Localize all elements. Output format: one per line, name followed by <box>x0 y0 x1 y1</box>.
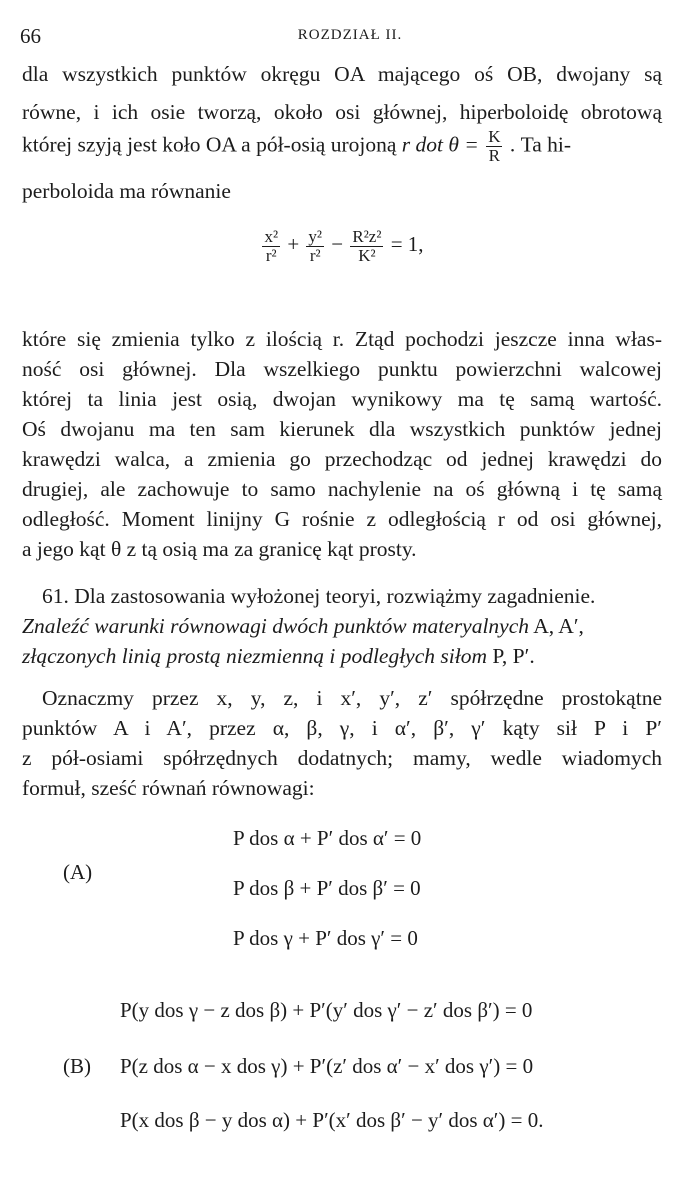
section-61-heading: 61. Dla zastosowania wyłożonej teoryi, rozwiążmy zagadnienie. <box>42 584 596 608</box>
term-1-denominator: r² <box>265 245 277 265</box>
paragraph-2-line-7: odległość. Moment linijny G rośnie z odległością r od osi głównej, <box>22 507 662 531</box>
equation-b2: P(z dos α − x dos γ) + P′(z′ dos α′ − x′ dos γ′) = 0 <box>120 1054 534 1078</box>
equation-a3: P dos γ + P′ dos γ′ = 0 <box>233 926 418 950</box>
term-3-denominator: K² <box>358 245 376 265</box>
problem-points: A, A′, <box>533 614 584 638</box>
equation-b3: P(x dos β − y dos α) + P′(x′ dos β′ − y′ dos α′) = 0. <box>120 1108 544 1132</box>
paragraph-2-line-3: której ta linia jest osią, dwojan wynikowy ma tę samą wartość. <box>22 387 662 411</box>
term-z-squared <box>350 228 383 265</box>
hyperboloid-equation <box>22 228 662 265</box>
plus-sign: + <box>287 232 300 257</box>
equation-group-b-label: (B) <box>63 1054 91 1078</box>
paragraph-1-line-2: równe, i ich osie tworzą, około osi głównej, hiperboloidę obrotową <box>22 100 662 124</box>
problem-italic-1: Znaleźć warunki równowagi dwóch punktów materyalnych <box>22 614 530 638</box>
paragraph-1-line-4: perboloida ma równanie <box>22 179 231 203</box>
fraction-numerator: K <box>488 127 501 146</box>
equation-a2: P dos β + P′ dos β′ = 0 <box>233 876 421 900</box>
term-1-numerator: x² <box>264 227 279 246</box>
paragraph-3-line-4: formuł, sześć równań równowagi: <box>22 776 315 800</box>
paragraph-3-line-2: punktów A i A′, przez α, β, γ, i α′, β′, γ′ kąty sił P i P′ <box>22 716 662 740</box>
equation-rhs: = 1, <box>390 232 424 257</box>
problem-italic-2: złączonych linią prostą niezmienną i podległych siłom <box>22 644 487 668</box>
paragraph-3-line-3: z pół-osiami spółrzędnych dodatnych; mamy, wedle wiadomych <box>22 746 662 770</box>
inline-expression: r dot θ = <box>401 132 479 157</box>
problem-forces: P, P′. <box>492 644 535 668</box>
inline-fraction-k-over-r <box>486 128 502 165</box>
term-3-numerator: R²z² <box>352 227 382 246</box>
page-number: 66 <box>20 24 41 48</box>
term-y-squared <box>306 228 324 265</box>
paragraph-1-line-1: dla wszystkich punktów okręgu OA mającego oś OB, dwojany są <box>22 62 662 86</box>
term-x-squared <box>262 228 280 265</box>
problem-statement-line-2 <box>22 644 662 669</box>
paragraph-2-line-5: krawędzi walca, a zmienia go przechodząc od jednej krawędzi do <box>22 447 662 471</box>
paragraph-1-line-3-end: . Ta hi- <box>509 132 572 157</box>
term-2-denominator: r² <box>309 245 321 265</box>
problem-statement-line-1 <box>22 614 662 639</box>
running-header: ROZDZIAŁ II. <box>297 27 403 43</box>
paragraph-1-line-3-text: której szyją jest koło OA a pół-osią urojoną <box>22 132 397 157</box>
term-2-numerator: y² <box>308 227 323 246</box>
paragraph-2-line-8: a jego kąt θ z tą osią ma za granicę kąt prosty. <box>22 537 417 561</box>
paragraph-3-line-1: Oznaczmy przez x, y, z, i x′, y′, z′ spółrzędne prostokątne <box>42 686 662 710</box>
paragraph-2-line-2: ność osi głównej. Dla wszelkiego punktu powierzchni walcowej <box>22 357 662 381</box>
paragraph-2-line-4: Oś dwojanu ma ten sam kierunek dla wszystkich punktów jednej <box>22 417 662 441</box>
minus-sign: − <box>331 232 344 257</box>
paragraph-1-line-3 <box>22 128 662 165</box>
paragraph-2-line-6: drugiej, ale zachowuje to samo nachylenie na oś główną i tę samą <box>22 477 662 501</box>
paragraph-2-line-1: które się zmienia tylko z ilością r. Ztąd pochodzi jeszcze inna włas- <box>22 327 662 351</box>
equation-b1: P(y dos γ − z dos β) + P′(y′ dos γ′ − z′ dos β′) = 0 <box>120 998 533 1022</box>
equation-group-a-label: (A) <box>63 860 93 884</box>
fraction-denominator: R <box>488 145 500 165</box>
equation-a1: P dos α + P′ dos α′ = 0 <box>233 826 422 850</box>
